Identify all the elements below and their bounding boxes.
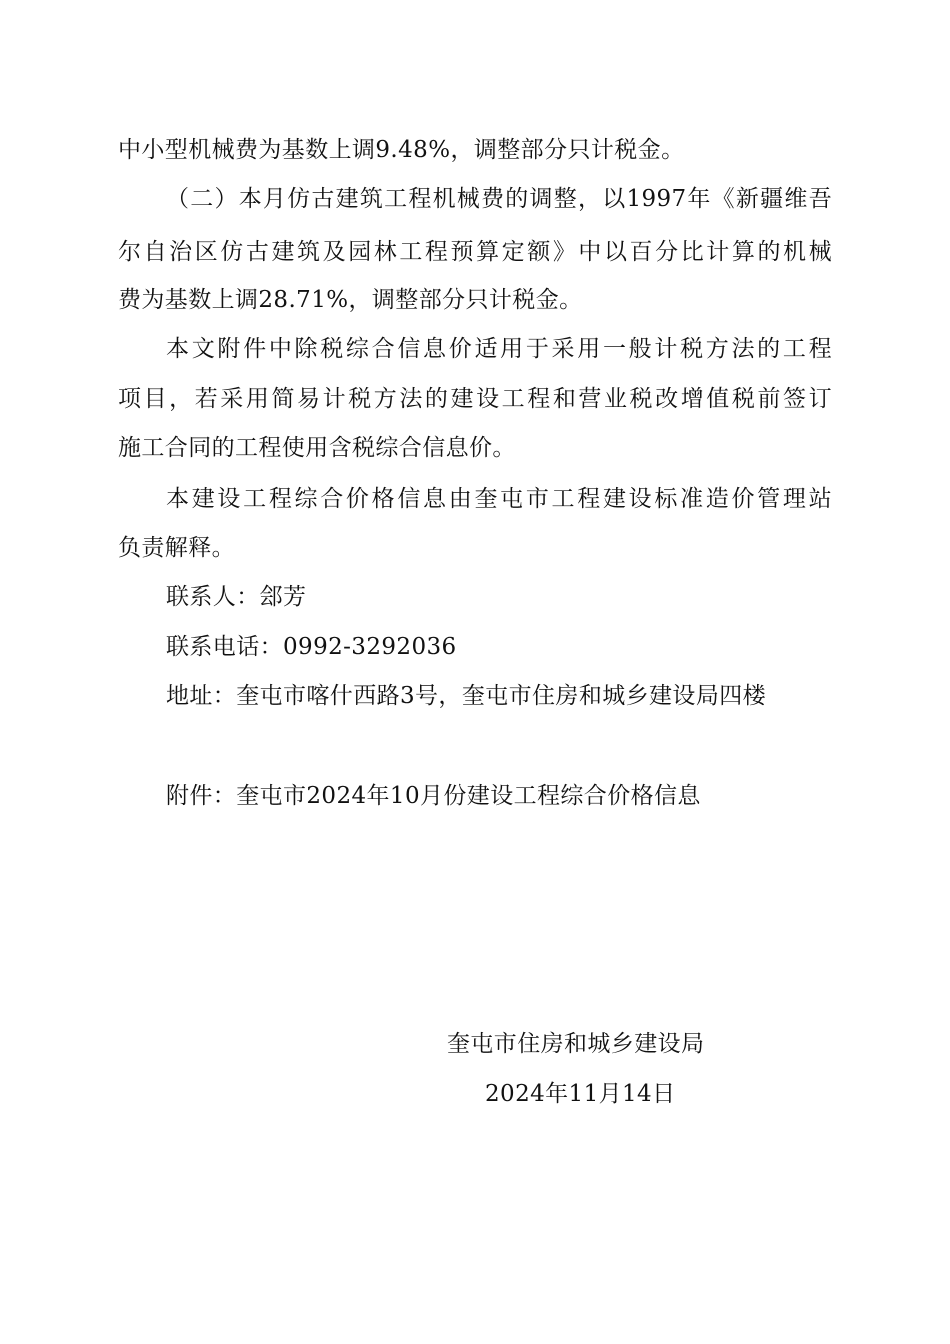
contact-address: 地址：奎屯市喀什西路3号，奎屯市住房和城乡建设局四楼 <box>166 683 767 709</box>
antique-para-line-1: （二）本月仿古建筑工程机械费的调整，以1997年《新疆维吾 <box>166 186 832 212</box>
contact-phone: 联系电话：0992-3292036 <box>166 634 457 660</box>
antique-para-line-2: 尔自治区仿古建筑及园林工程预算定额》中以百分比计算的机械 <box>118 239 832 265</box>
tax-method-para-line-3: 施工合同的工程使用含税综合信息价。 <box>118 435 516 461</box>
tax-method-para-line-2: 项目，若采用简易计税方法的建设工程和营业税改增值税前签订 <box>118 386 832 412</box>
attachment-line: 附件：奎屯市2024年10月份建设工程综合价格信息 <box>166 783 701 809</box>
issuer-signature: 奎屯市住房和城乡建设局 <box>447 1031 705 1057</box>
issue-date: 2024年11月14日 <box>485 1081 676 1107</box>
contact-person: 联系人：郐芳 <box>166 584 307 610</box>
tax-method-para-line-1: 本文附件中除税综合信息价适用于采用一般计税方法的工程 <box>166 336 832 362</box>
antique-para-line-3: 费为基数上调28.71%，调整部分只计税金。 <box>118 287 583 313</box>
interpretation-para-line-2: 负责解释。 <box>118 535 235 561</box>
machinery-general-end-line: 中小型机械费为基数上调9.48%，调整部分只计税金。 <box>118 137 685 163</box>
interpretation-para-line-1: 本建设工程综合价格信息由奎屯市工程建设标准造价管理站 <box>166 486 832 512</box>
